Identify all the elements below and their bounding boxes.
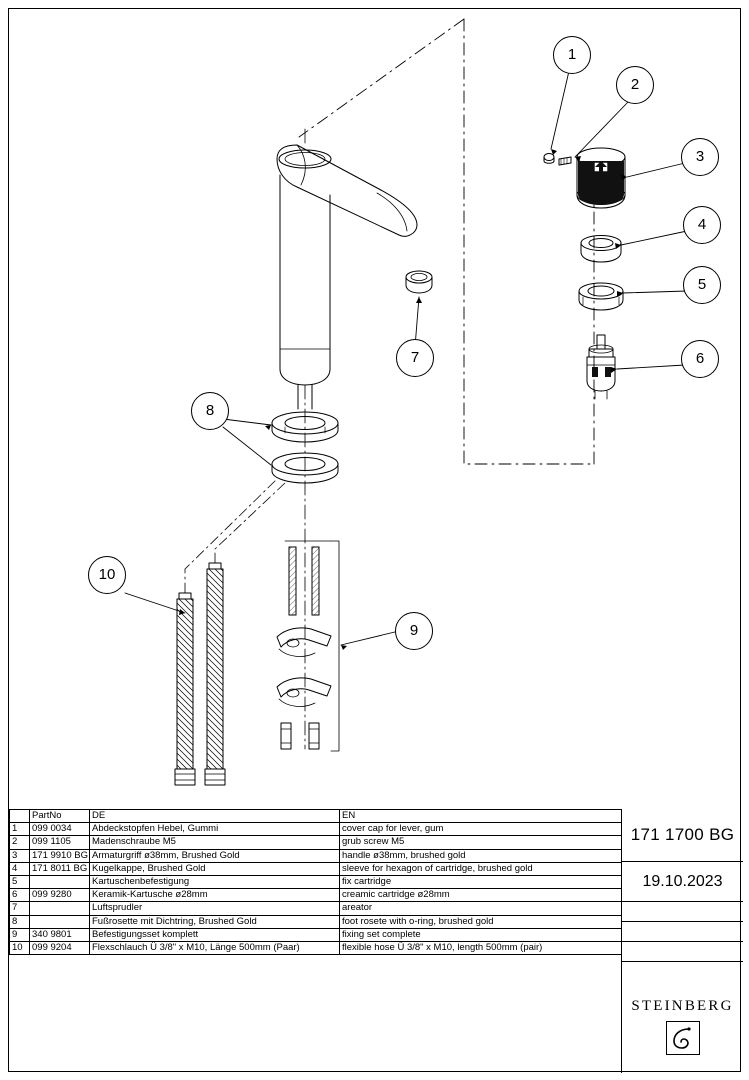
row-de: Flexschlauch Ü 3/8" x M10, Länge 500mm (Paar) (90, 941, 340, 954)
row-en: sleeve for hexagon of cartridge, brushed gold (340, 862, 622, 875)
row-partno (30, 902, 90, 915)
row-pos: 5 (10, 875, 30, 888)
callout-balloon-4[interactable]: 4 (683, 206, 721, 244)
exploded-drawing-svg (9, 9, 742, 799)
row-en: fixing set complete (340, 928, 622, 941)
row-en: handle ø38mm, brushed gold (340, 849, 622, 862)
table-row (10, 862, 622, 875)
steinberg-swirl-logo-icon (666, 1021, 700, 1055)
brand-name: STEINBERG (631, 998, 734, 1014)
table-row (10, 941, 622, 954)
row-partno: 340 9801 (30, 928, 90, 941)
row-pos: 1 (10, 823, 30, 836)
row-pos: 9 (10, 928, 30, 941)
row-pos: 7 (10, 902, 30, 915)
cover-cap-part (544, 154, 554, 164)
header-en: EN (340, 810, 622, 823)
faucet-body (277, 145, 417, 409)
table-row (10, 928, 622, 941)
row-de: Kugelkappe, Brushed Gold (90, 862, 340, 875)
title-block-blank-3 (622, 942, 743, 962)
fix-cartridge-part (579, 283, 623, 310)
table-row (10, 875, 622, 888)
grub-screw-part (559, 157, 571, 165)
row-en: foot rosete with o-ring, brushed gold (340, 915, 622, 928)
table-row (10, 823, 622, 836)
document-date: 19.10.2023 (622, 862, 743, 902)
callout-balloon-1[interactable]: 1 (553, 36, 591, 74)
row-partno (30, 915, 90, 928)
row-pos: 8 (10, 915, 30, 928)
leader-arrowheads (179, 149, 627, 650)
row-en: areator (340, 902, 622, 915)
header-partno: PartNo (30, 810, 90, 823)
row-partno: 171 8011 BG (30, 862, 90, 875)
row-de: Madenschraube M5 (90, 836, 340, 849)
callout-balloon-3[interactable]: 3 (681, 138, 719, 176)
row-pos: 10 (10, 941, 30, 954)
row-de: Befestigungsset komplett (90, 928, 340, 941)
callout-balloon-9[interactable]: 9 (395, 612, 433, 650)
row-partno: 099 9280 (30, 889, 90, 902)
row-de: Armaturgriff ø38mm, Brushed Gold (90, 849, 340, 862)
table-row (10, 915, 622, 928)
drawing-sheet (8, 8, 741, 1072)
row-partno: 099 1105 (30, 836, 90, 849)
row-de: Keramik-Kartusche ø28mm (90, 889, 340, 902)
row-partno: 171 9910 BG (30, 849, 90, 862)
row-pos: 4 (10, 862, 30, 875)
table-row (10, 849, 622, 862)
callout-balloon-2[interactable]: 2 (616, 66, 654, 104)
reference-plane (299, 19, 594, 464)
title-block (621, 809, 742, 1073)
header-de: DE (90, 810, 340, 823)
ceramic-cartridge-part (587, 335, 615, 399)
row-en: grub screw M5 (340, 836, 622, 849)
table-header-row (10, 810, 622, 823)
aerator-part (406, 271, 432, 293)
brand-logo-cell (622, 962, 743, 1073)
row-de: Luftsprudler (90, 902, 340, 915)
exploded-view-drawing (9, 9, 742, 799)
callout-balloon-10[interactable]: 10 (88, 556, 126, 594)
row-pos: 3 (10, 849, 30, 862)
row-pos: 6 (10, 889, 30, 902)
callout-balloon-5[interactable]: 5 (683, 266, 721, 304)
callout-balloon-7[interactable]: 7 (396, 339, 434, 377)
callout-balloon-6[interactable]: 6 (681, 340, 719, 378)
row-pos: 2 (10, 836, 30, 849)
handle-part (577, 148, 625, 208)
title-block-blank-1 (622, 902, 743, 922)
sleeve-part (581, 236, 621, 263)
model-code: 171 1700 BG (622, 809, 743, 862)
table-row (10, 902, 622, 915)
callout-balloon-8[interactable]: 8 (191, 392, 229, 430)
row-de: Fußrosette mit Dichtring, Brushed Gold (90, 915, 340, 928)
row-partno: 099 0034 (30, 823, 90, 836)
header-pos (10, 810, 30, 823)
row-en: creamic cartridge ø28mm (340, 889, 622, 902)
row-de: Abdeckstopfen Hebel, Gummi (90, 823, 340, 836)
table-row (10, 836, 622, 849)
title-block-blank-2 (622, 922, 743, 942)
fixing-set (277, 541, 339, 751)
row-de: Kartuschenbefestigung (90, 875, 340, 888)
row-partno (30, 875, 90, 888)
row-en: fix cartridge (340, 875, 622, 888)
row-en: flexible hose Ü 3/8" x M10, length 500mm (pair) (340, 941, 622, 954)
parts-table (9, 809, 622, 955)
row-partno: 099 9204 (30, 941, 90, 954)
table-row (10, 889, 622, 902)
row-en: cover cap for lever, gum (340, 823, 622, 836)
flexible-hoses (175, 479, 285, 785)
